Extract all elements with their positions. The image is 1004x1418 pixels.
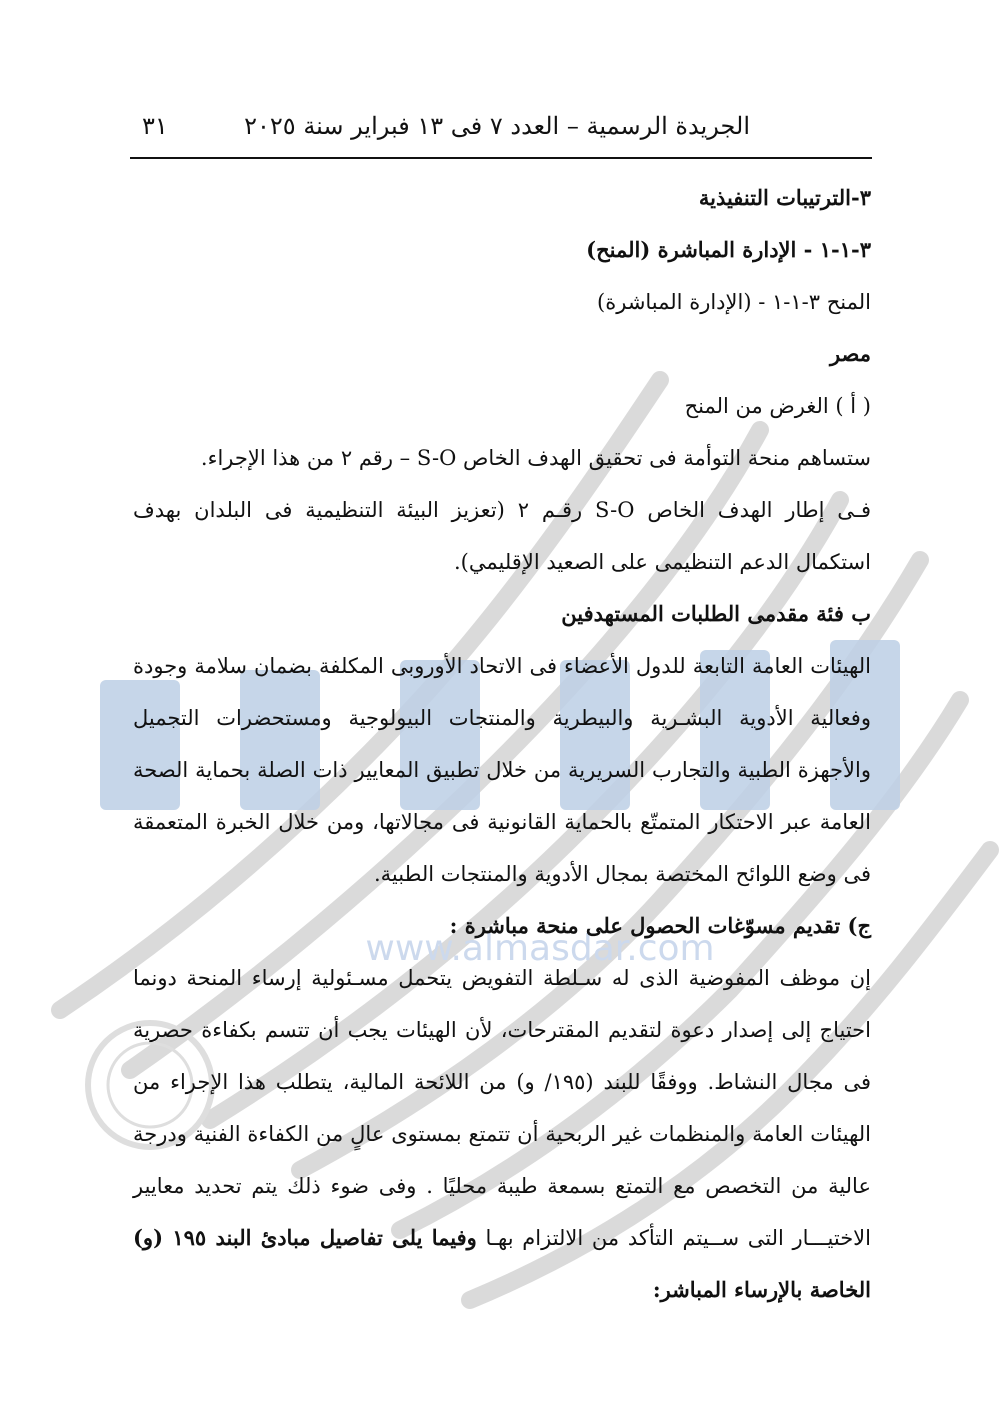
heading-c: ج) تقديم مسوّغات الحصول على منحة مباشرة : xyxy=(449,913,871,938)
paragraph-a-1: ستساهم منحة التوأمة فى تحقيق الهدف الخاص S-O – رقم ٢ من هذا الإجراء. xyxy=(200,446,871,470)
country-heading: مصر xyxy=(829,341,871,366)
header-title: الجريدة الرسمية – العدد ٧ فى ١٣ فبراير سنة ٢٠٢٥ xyxy=(244,112,750,140)
document-body xyxy=(133,172,871,1316)
section-heading-3: ٣-الترتيبات التنفيذية xyxy=(698,185,871,210)
section-heading-3-1-1: ٣-١-١ - الإدارة المباشرة (المنح) xyxy=(586,237,871,262)
watermark-url: www.almasdar.com xyxy=(365,928,715,969)
heading-b: ب فئة مقدمى الطلبات المستهدفين xyxy=(561,601,871,626)
paragraph-b: الهيئات العامة التابعة للدول الأعضاء فى الاتحاد الأوروبى المكلفة بضمان سلامة وجودة وفعالية الأدوية البشـرية والبيطرية والمنتجات البيولوجية ومستحضرات التجميل والأجهزة الطبية والتجارب السريرية من خلال تطبيق المعايير ذات الصلة بحماية الصحة العامة عبر الاحتكار المتمتّع بالحماية القانونية فى مجالاتها، ومن خلال الخبرة المتعمقة فى وضع اللوائح المختصة بمجال الأدوية والمنتجات الطبية. xyxy=(133,654,871,886)
paragraph-a-2: فـى إطار الهدف الخاص S-O رقـم ٢ (تعزيز البيئة التنظيمية فى البلدان بهدف استكمال الدعم التنظيمى على الصعيد الإقليمي). xyxy=(133,498,871,574)
header-rule xyxy=(130,157,872,159)
item-a-heading: ( أ ) الغرض من المنح xyxy=(684,394,871,418)
grant-line: المنح ٣-١-١ - (الإدارة المباشرة) xyxy=(597,290,871,314)
running-header xyxy=(130,112,870,152)
paragraph-c-bold-text: وفيما يلى تفاصيل مبادئ البند ١٩٥ (و) الخاصة بالإرساء المباشر: xyxy=(133,1225,871,1302)
page-number: ٣١ xyxy=(142,112,168,140)
paragraph-c xyxy=(133,952,871,1316)
paragraph-c-text: إن موظف المفوضية الذى له سـلطة التفويض يتحمل مسـئولية إرساء المنحة دونما احتياج إلى إصدار دعوة لتقديم المقترحات، لأن الهيئات يجب أن تتسم بكفاءة حصرية فى مجال النشاط. ووفقًا للبند (١٩٥/ و) من اللائحة المالية، يتطلب هذا الإجراء من الهيئات العامة والمنظمات غير الربحية أن تتمتع بمستوى عالٍ من الكفاءة الفنية ودرجة عالية من التخصص مع التمتع بسمعة طيبة محليًا . وفى ضوء ذلك يتم تحديد معايير الاختيـــار التى ســيتم التأكد من الالتزام بهـا xyxy=(133,966,872,1250)
